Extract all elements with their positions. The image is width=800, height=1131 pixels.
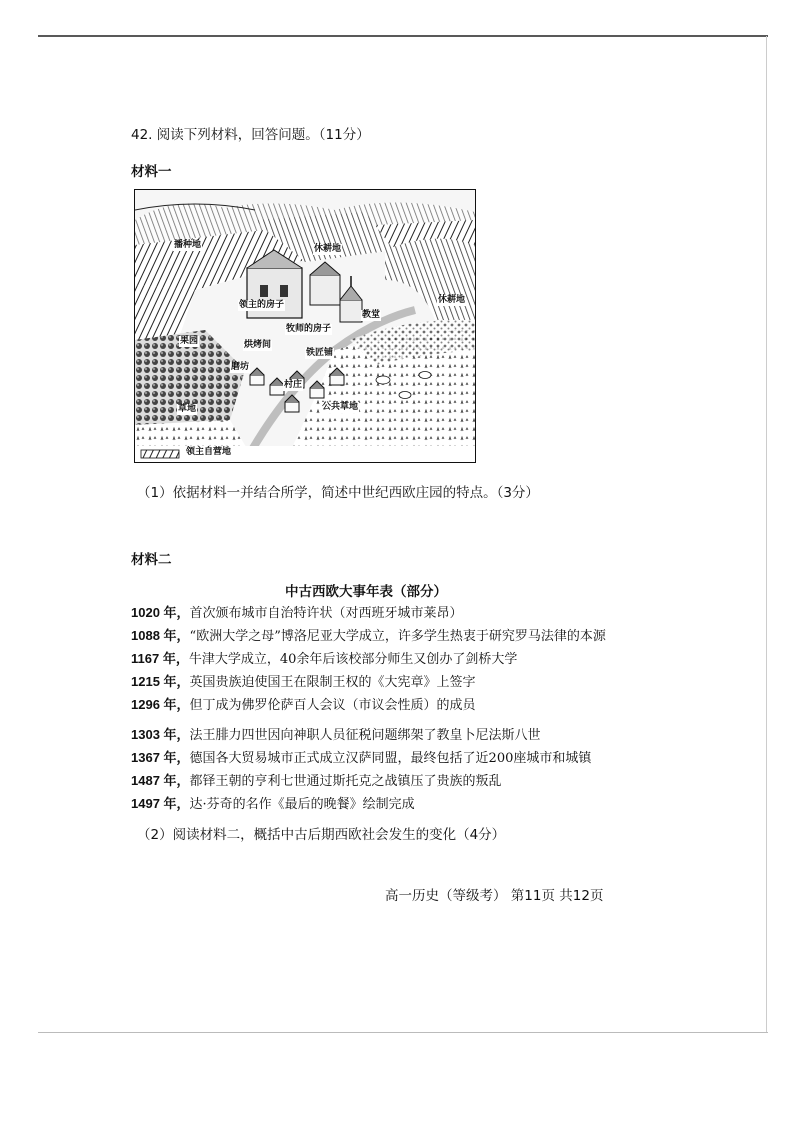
label-sowing-field: 播种地 [174,240,202,250]
scan-border-right [766,36,767,1032]
label-fallow-field-right: 休耕地 [438,295,466,305]
label-orchard: 果园 [180,336,199,346]
timeline-event: 德国各大贸易城市正式成立汉萨同盟，最终包括了近200座城市和城镇 [189,751,592,766]
timeline-event: 牛津大学成立，40余年后该校部分师生又创办了剑桥大学 [188,652,518,667]
timeline-year: 1303 年， [131,727,190,742]
timeline-row [131,723,651,746]
timeline-event: 但丁成为佛罗伦萨百人会议（市议会性质）的成员 [189,698,476,713]
legend-demesne: 领主自营地 [186,447,232,457]
timeline-event: 法王腓力四世因向神职人员征税问题绑架了教皇卜尼法斯八世 [189,728,541,743]
timeline-row [131,746,651,769]
timeline-row [131,769,651,792]
question-title: 42. 阅读下列材料，回答问题。（11分） [131,127,370,143]
label-bakery: 烘烤间 [244,340,272,350]
timeline-year: 1296 年， [131,697,190,712]
timeline-row [131,693,651,716]
scan-border-bottom [38,1032,768,1033]
timeline-event: 英国贵族迫使国王在限制王权的《大宪章》上签字 [189,675,476,690]
label-meadow: 草地 [178,404,197,414]
timeline-year: 1088 年， [131,628,190,643]
timeline-year: 1497 年， [131,796,190,811]
timeline-event: 首次颁布城市自治特许状（对西班牙城市莱昂） [189,606,463,621]
timeline-row [131,792,651,815]
page-footer: 高一历史（等级考） 第11页 共12页 [385,888,604,904]
manor-illustration [134,189,476,463]
timeline-year: 1367 年， [131,750,190,765]
material-one-label: 材料一 [131,164,172,180]
label-pastor-house: 牧师的房子 [286,324,332,334]
label-fallow-field-top: 休耕地 [314,244,342,254]
timeline-row [131,601,651,624]
label-lord-house: 领主的房子 [239,300,285,310]
timeline-row [131,670,651,693]
timeline-row [131,624,651,647]
timeline-event: 达·芬奇的名作《最后的晚餐》绘制完成 [189,797,415,812]
timeline-title: 中古西欧大事年表（部分） [285,584,447,600]
timeline-year: 1167 年， [131,651,189,666]
timeline-row [131,647,651,670]
timeline-year: 1215 年， [131,674,190,689]
timeline-event: 都铎王朝的亨利七世通过斯托克之战镇压了贵族的叛乱 [189,774,502,789]
material-two-label: 材料二 [131,552,172,568]
label-church: 教堂 [362,310,381,320]
question-1: （1）依据材料一并结合所学，简述中世纪西欧庄园的特点。（3分） [137,485,539,501]
label-mill: 磨坊 [231,362,250,372]
scan-border-top [38,35,768,37]
label-common-pasture: 公共草地 [322,402,359,412]
timeline-event: “欧洲大学之母”博洛尼亚大学成立，许多学生热衷于研究罗马法律的本源 [189,629,606,644]
label-village: 村庄 [284,380,303,390]
timeline-year: 1487 年， [131,773,190,788]
event-timeline [131,601,651,815]
question-2: （2）阅读材料二，概括中古后期西欧社会发生的变化（4分） [137,827,506,843]
timeline-year: 1020 年， [131,605,190,620]
label-blacksmith: 铁匠铺 [306,348,334,358]
